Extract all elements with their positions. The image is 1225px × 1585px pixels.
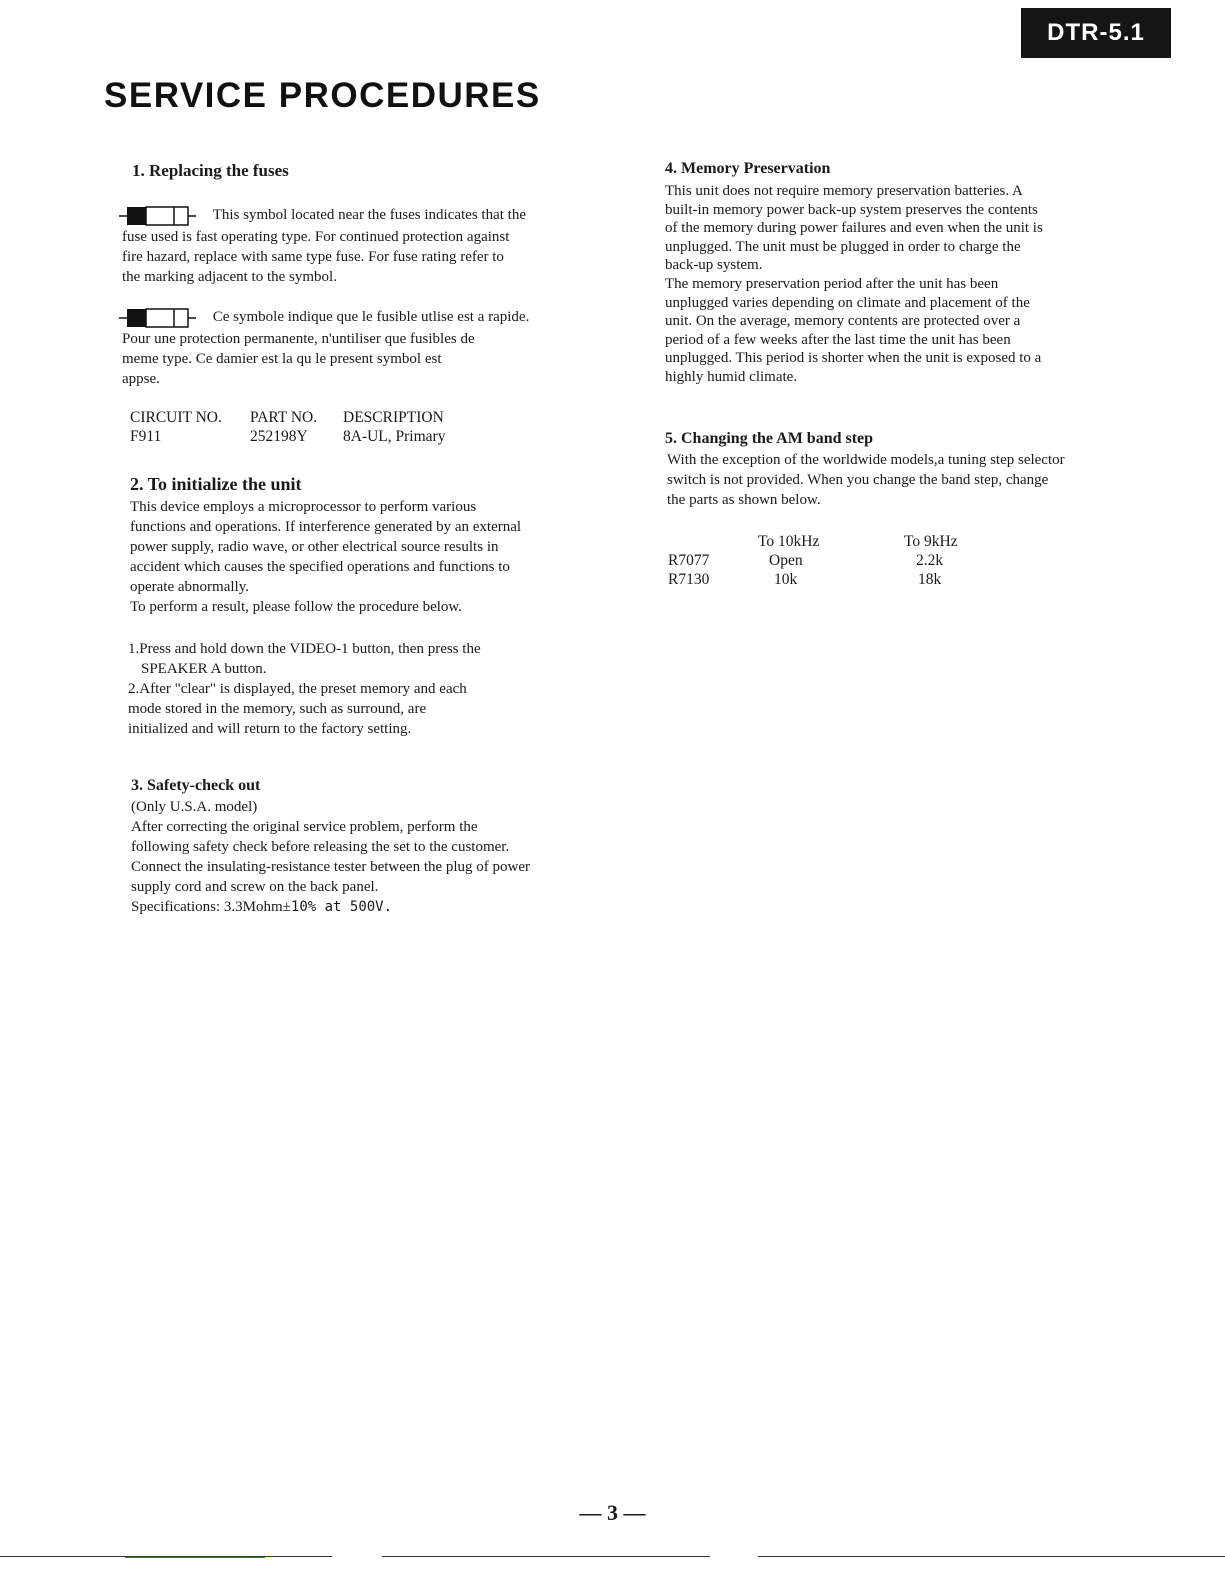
table-cell: 252198Y	[250, 428, 308, 445]
section-1-para-fr: Ce symbole indique que le fusible utlise est a rapide. Pour une protection permanente, n'untiliser que fusibles de meme type. Ce damier est la qu le present symbol est appse.	[122, 307, 572, 389]
table-header-cell: CIRCUIT NO.	[130, 409, 222, 426]
table-cell: R7130	[668, 571, 710, 588]
section-2-para: This device employs a microprocessor to perform various functions and operations. If interference generated by an external power supply, radio wave, or other electrical source results in accident which causes the specified operations and functions to operate abnormally. To perform a result, please follow the procedure below.	[130, 499, 522, 615]
table-header-cell: PART NO.	[250, 409, 318, 426]
table-header-cell: DESCRIPTION	[343, 409, 444, 426]
table-header-cell: To 9kHz	[904, 533, 958, 550]
section-2-steps: 1.Press and hold down the VIDEO-1 button, then press the SPEAKER A button. 2.After "clear" is displayed, the preset memory and each mode stored in the memory, such as surround, are initialized and will return to the factory setting.	[128, 639, 568, 739]
table-cell: Open	[769, 552, 803, 569]
table-cell: 18k	[918, 571, 942, 588]
fast-fuse-symbol-icon	[119, 205, 197, 227]
table-header-cell	[668, 532, 758, 551]
step-2: 2.After "clear" is displayed, the preset memory and each	[128, 681, 467, 697]
am-band-step-table	[668, 532, 1004, 589]
footer-rule	[382, 1556, 710, 1557]
table-header-row	[668, 532, 1004, 551]
table-header-cell: To 10kHz	[758, 533, 820, 550]
model-badge: DTR-5.1	[1021, 8, 1171, 58]
section-3-heading: 3. Safety-check out	[131, 777, 261, 794]
table-cell: R7077	[668, 552, 710, 569]
table-row	[668, 570, 1004, 589]
table-cell: 10k	[774, 571, 798, 588]
footer-rule-accent	[125, 1557, 265, 1558]
table-header-row	[130, 408, 445, 427]
page-title: SERVICE PROCEDURES	[104, 76, 541, 115]
table-cell: 8A-UL, Primary	[343, 428, 446, 445]
section-4-para: This unit does not require memory preservation batteries. A built-in memory power back-up system preserves the contents of the memory during power failures and even when the unit is unplugged. The unit must be plugged in order to charge the back-up system. The memory preservation period after the unit has been unplugged varies depending on climate and placement of the unit. On the average, memory contents are protected over a period of a few weeks after the last time the unit has been unplugged. This period is shorter when the unit is exposed to a highly humid climate.	[665, 183, 1043, 385]
step-1: 1.Press and hold down the VIDEO-1 button, then press the	[128, 641, 481, 657]
section-2-heading: 2. To initialize the unit	[130, 474, 302, 494]
footer-rule	[758, 1556, 1225, 1557]
fast-fuse-symbol-icon	[119, 307, 197, 329]
section-5-heading: 5. Changing the AM band step	[665, 430, 874, 447]
fuse-parts-table	[130, 408, 445, 446]
section-1-heading: 1. Replacing the fuses	[132, 161, 289, 180]
section-1-para-en: This symbol located near the fuses indicates that the fuse used is fast operating type. For continued protection against fire hazard, replace with same type fuse. For fuse rating refer to the marking adjacent to the symbol.	[122, 205, 562, 287]
table-row	[668, 551, 1004, 570]
section-3-para: (Only U.S.A. model) After correcting the original service problem, perform the following safety check before releasing the set to the customer. Connect the insulating-resistance tester between the plug of power supply cord and screw on the back panel. Specifications: 3.3Mohm±10% at 500V.	[131, 797, 581, 917]
page-number: — 3 —	[579, 1500, 646, 1525]
table-row	[130, 427, 445, 446]
section-5-para: With the exception of the worldwide models,a tuning step selector switch is not provided. When you change the band step, change the parts as shown below.	[667, 452, 1065, 508]
section-4-heading: 4. Memory Preservation	[665, 160, 831, 177]
specifications-line: Specifications: 3.3Mohm±10% at 500V.	[131, 899, 393, 915]
table-cell: F911	[130, 428, 162, 445]
table-cell: 2.2k	[916, 552, 944, 569]
